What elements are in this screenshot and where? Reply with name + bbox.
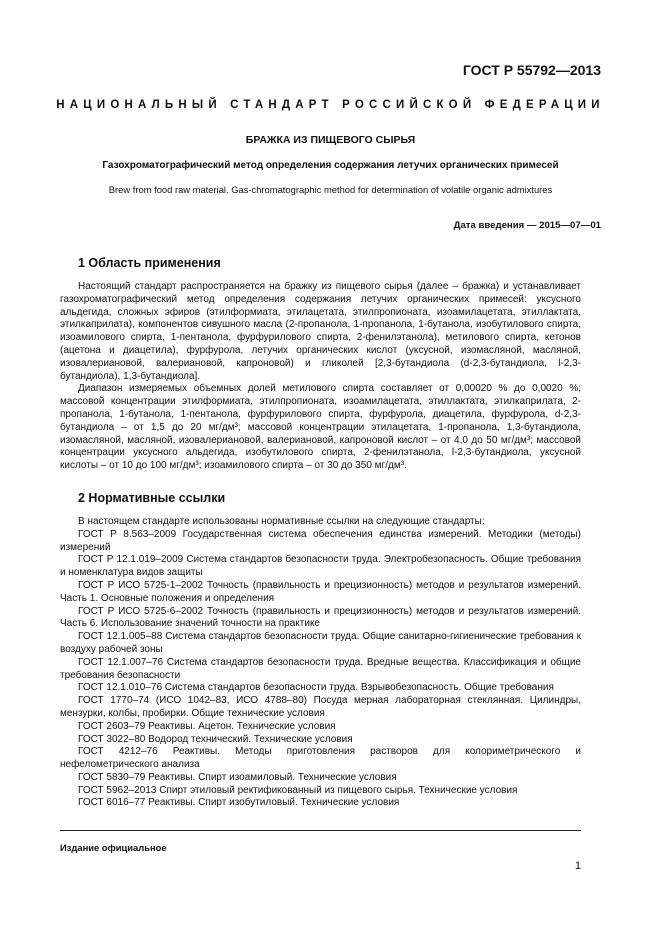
reference-item: ГОСТ Р 12.1.019–2009 Система стандартов безопасности труда. Электробезопасность. Общие требования и номенклатура видов защиты: [60, 554, 581, 579]
reference-item: ГОСТ 1770–74 (ИСО 1042–83, ИСО 4788–80) Посуда мерная лабораторная стеклянная. Цилиндры, мензурки, колбы, пробирки. Общие технические условия: [60, 695, 581, 719]
reference-item: ГОСТ 2603–79 Реактивы. Ацетон. Технические условия: [78, 720, 336, 732]
reference-item: ГОСТ 4212–76 Реактивы. Методы приготовления растворов для колориметрического и нефелометрического анализа: [60, 746, 581, 771]
section-normative-references: [60, 490, 581, 810]
reference-item: ГОСТ 6016–77 Реактивы. Спирт изобутиловый. Технические условия: [78, 797, 400, 809]
paragraph: Диапазон измеряемых объемных долей метилового спирта составляет от 0,00020 % до 0,0020 %; массовой концентрации этилформиата, этилпропионата, изоамилацетата, этиллактата, этилкаприлата, 2-пропанола, 1-бутанола, 1-пентанола, фурфурилового спирта, фурфурола, диацетила, фурфурола, d-2,3-бутандиола – от 1,5 до 20 мг/дм³; массовой концентрации этилацетата, 1-пропанола, 1,3-бутандиола, изомасляной, масляной, изовалериановой, валериановой, капроновой кислот – от 4,0 до 50 мг/дм³; массовой концентрации уксусного альдегида, изобутилового спирта, 2-фенилэтанола, l-2,3-бутандиола, уксусной кислоты – от 10 до 100 мг/дм³; изоамилового спирта – от 30 до 350 мг/дм³.: [60, 383, 581, 472]
reference-item: ГОСТ 3022–80 Водород технический. Технические условия: [78, 733, 353, 745]
reference-item: ГОСТ Р 8.563–2009 Государственная система обеспечения единства измерений. Методики (методы) измерений: [60, 528, 581, 553]
reference-item: ГОСТ 12.1.005–88 Система стандартов безопасности труда. Общие санитарно-гигиенические требования к воздуху рабочей зоны: [60, 631, 581, 655]
document-body: [60, 255, 581, 810]
page-number: 1: [574, 860, 581, 872]
document-english-title: Brew from food raw material. Gas-chromatographic method for determination of volatile organic admixtures: [108, 184, 553, 195]
reference-item: ГОСТ Р ИСО 5725-6–2002 Точность (правильность и прецизионность) методов и результатов измерений. Часть 6. Использование значений точности на практике: [60, 605, 581, 630]
document-subtitle: Газохроматографический метод определения содержания летучих органических примесей: [102, 160, 559, 171]
reference-item: ГОСТ 12.1.010–76 Система стандартов безопасности труда. Взрывобезопасность. Общие требования: [78, 682, 554, 694]
official-edition-note: Издание официальное: [60, 842, 167, 853]
paragraph: Настоящий стандарт распространяется на бражку из пищевого сырья (далее – бражка) и устанавливает газохроматографический метод определения содержания летучих органических примесей: уксусного альдегида, сложных эфиров (этилформиата, этилацетата, этилпропионата, изоамилацетата, этиллактата, этилкаприлата), компонентов сивушного масла (2-пропанола, 1-пропанола, 1-бутанола, изобутилового спирта, изоамилового спирта, 1-пентанола, фурфурилового спирта, 2-фенилэтанола), метилового спирта, кетонов (ацетона и диацетила), фурфурола, летучих органических кислот (уксусной, изомасляной, масляной, изовалериановой, валериановой, капроновой) и гликолей [2,3-бутандиола (d-2,3-бутандиола, l-2,3-бутандиола), 1,3-бутандиола].: [60, 281, 581, 382]
reference-item: ГОСТ 5962–2013 Спирт этиловый ректификованный из пищевого сырья. Технические условия: [78, 784, 518, 796]
paragraph: В настоящем стандарте использованы нормативные ссылки на следующие стандарты:: [78, 515, 485, 527]
section-heading: 1 Область применения: [78, 256, 221, 270]
national-standard-banner: НАЦИОНАЛЬНЫЙ СТАНДАРТ РОССИЙСКОЙ ФЕДЕРАЦИИ: [56, 99, 605, 111]
introduction-date: Дата введения — 2015—07—01: [453, 220, 601, 231]
document-title: БРАЖКА ИЗ ПИЩЕВОГО СЫРЬЯ: [245, 134, 416, 146]
section-scope: [60, 255, 581, 473]
section-heading: 2 Нормативные ссылки: [78, 490, 226, 505]
reference-item: ГОСТ Р ИСО 5725-1–2002 Точность (правильность и прецизионность) методов и результатов измерений. Часть 1. Основные положения и определения: [60, 579, 581, 604]
footer-divider: [60, 830, 581, 831]
reference-item: ГОСТ 5830–79 Реактивы. Спирт изоамиловый. Технические условия: [78, 771, 397, 783]
reference-item: ГОСТ 12.1.007–76 Система стандартов безопасности труда. Вредные вещества. Классификация и общие требования безопасности: [60, 656, 581, 681]
standard-number: ГОСТ Р 55792—2013: [462, 62, 601, 78]
